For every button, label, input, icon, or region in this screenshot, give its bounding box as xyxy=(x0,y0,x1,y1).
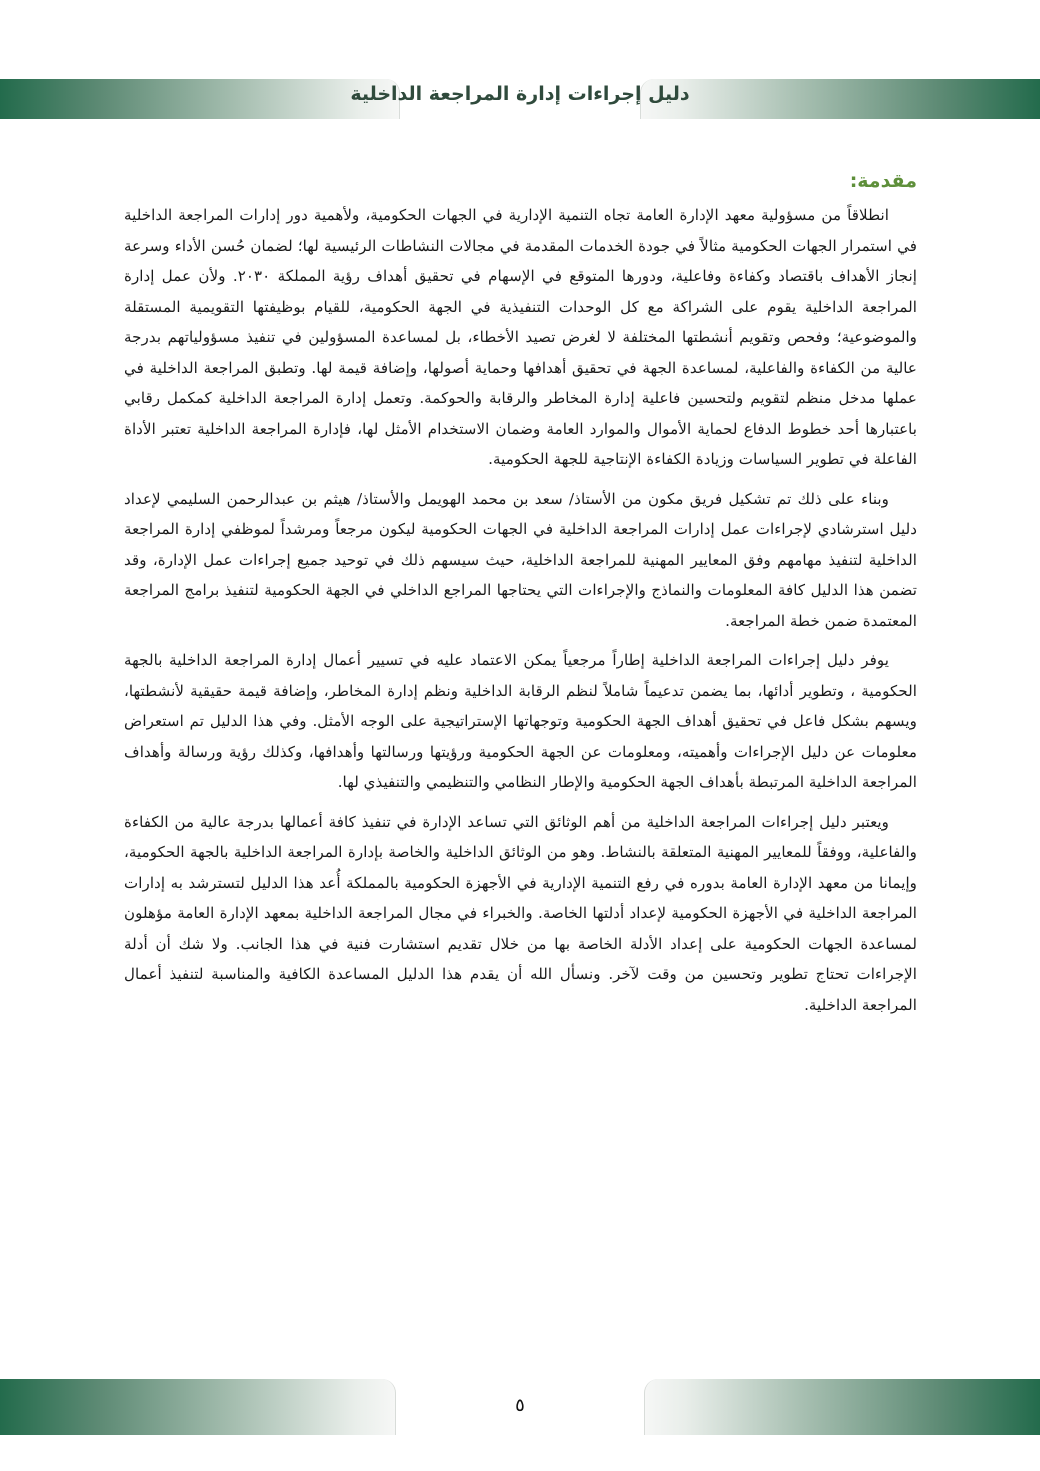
paragraph-guide-purpose: يوفر دليل إجراءات المراجعة الداخلية إطاراً مرجعياً يمكن الاعتماد عليه في تسيير أعمال إدارة المراجعة الداخلية بالجهة الحكومية ، وتطوير أدائها، بما يضمن تدعيماً شاملاً لنظم الرقابة الداخلية ونظم إدارة المخاطر، وإضافة قيمة حقيقية لأنشطتها، ويسهم بشكل فاعل في تحقيق أهداف الجهة الحكومية وتوجهاتها الإستراتيجية على الوجه الأمثل. وفي هذا الدليل تم استعراض معلومات عن دليل الإجراءات وأهميته، ومعلومات عن الجهة الحكومية ورؤيتها ورسالتها وأهدافها، وكذلك رؤية ورسالة وأهداف المراجعة الداخلية المرتبطة بأهداف الجهة الحكومية والإطار النظامي والتنظيمي والتنفيذي لها. xyxy=(124,651,917,791)
page-number: ٥ xyxy=(515,1395,525,1416)
page-header-band xyxy=(0,79,1040,119)
page-content xyxy=(124,170,917,1029)
page-footer-band xyxy=(0,1379,1040,1435)
paragraph-guide-importance: ويعتبر دليل إجراءات المراجعة الداخلية من أهم الوثائق التي تساعد الإدارة في تنفيذ كافة أعمالها بدرجة عالية من الكفاءة والفاعلية، ووفقاً للمعايير المهنية المتعلقة بالنشاط. وهو من الوثائق الداخلية والخاصة بإدارة المراجعة الداخلية بالجهة الحكومية، وإيمانا من معهد الإدارة العامة بدوره في رفع التنمية الإدارية في الأجهزة الحكومية بالمملكة أُعد هذا الدليل لتسترشد به إدارات المراجعة الداخلية في الأجهزة الحكومية لإعداد أدلتها الخاصة. والخبراء في مجال المراجعة الداخلية بمعهد الإدارة العامة مؤهلون لمساعدة الجهات الحكومية على إعداد الأدلة الخاصة بها من خلال تقديم استشارت فنية في هذا الجانب. ولا شك أن أدلة الإجراءات تحتاج تطوير وتحسين من وقت لآخر. ونسأل الله أن يقدم هذا الدليل المساعدة الكافية والمناسبة لتنفيذ أعمال المراجعة الداخلية. xyxy=(124,812,917,1014)
document-title: دليل إجراءات إدارة المراجعة الداخلية xyxy=(350,83,690,105)
paragraph-team-formation: وبناء على ذلك تم تشكيل فريق مكون من الأستاذ/ سعد بن محمد الهويمل والأستاذ/ هيثم بن عبدالرحمن السليمي لإعداد دليل استرشادي لإجراءات عمل إدارات المراجعة الداخلية في الجهات الحكومية ليكون مرجعاً ومرشداً لموظفي إدارة المراجعة الداخلية لتنفيذ مهامهم وفق المعايير المهنية للمراجعة الداخلية، حيث سيسهم ذلك في توحيد جميع إجراءات عمل الإدارة، وقد تضمن هذا الدليل كافة المعلومات والنماذج والإجراءات التي يحتاجها المراجع الداخلي في الجهة الحكومية لتنفيذ برامج المراجعة المعتمدة ضمن خطة المراجعة. xyxy=(124,489,917,630)
paragraph-introduction: انطلاقاً من مسؤولية معهد الإدارة العامة تجاه التنمية الإدارية في الجهات الحكومية، ولأهمية دور إدارات المراجعة الداخلية في استمرار الجهات الحكومية مثالاً في جودة الخدمات المقدمة في مجالات النشاطات الرئيسية لها؛ لضمان حُسن الأداء وسرعة إنجاز الأهداف باقتصاد وكفاءة وفاعلية، ودورها المتوقع في الإسهام في تحقيق أهداف رؤية المملكة ٢٠٣٠. ولأن عمل إدارة المراجعة الداخلية يقوم على الشراكة مع كل الوحدات التنفيذية في الجهة الحكومية، للقيام بوظيفتها التقويمية المستقلة والموضوعية؛ وفحص وتقويم أنشطتها المختلفة لا لغرض تصيد الأخطاء، بل لمساعدة المسؤولين في تنفيذ مسؤولياتهم بدرجة عالية من الكفاءة والفاعلية، لمساعدة الجهة في تحقيق أهدافها وحماية أصولها، وإضافة قيمة لها. وتطبق المراجعة الداخلية في عملها مدخل منظم لتقويم ولتحسين فاعلية إدارة المخاطر والرقابة والحوكمة. وتعمل إدارة المراجعة الداخلية كمكمل رقابي باعتبارها أحد خطوط الدفاع لحماية الأموال والموارد العامة وضمان الاستخدام الأمثل لها، فإدارة المراجعة الداخلية تعتبر الأداة الفاعلة في تطوير السياسات وزيادة الكفاءة الإنتاجية للجهة الحكومية. xyxy=(124,206,917,468)
section-heading: مقدمة: xyxy=(849,170,917,192)
